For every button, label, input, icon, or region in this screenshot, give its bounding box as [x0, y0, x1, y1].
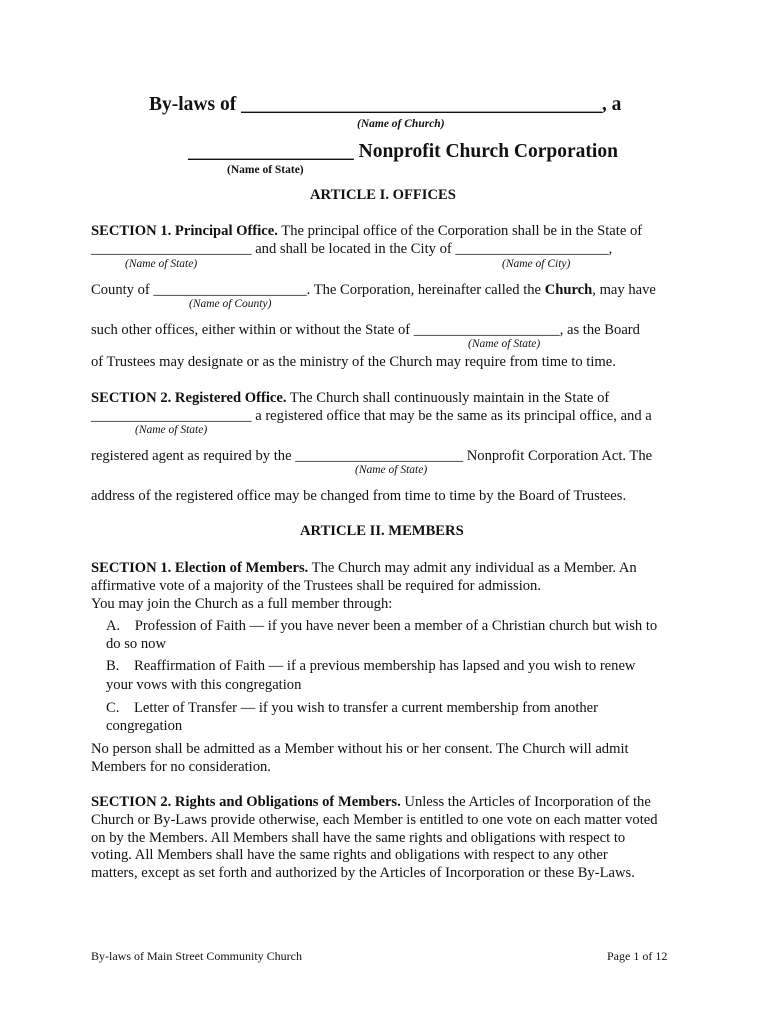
footer-page-number: Page 1 of 12: [607, 949, 668, 963]
a1-s2-line3: registered agent as required by the _______________________ Nonprofit Corporation Act. The: [91, 448, 653, 464]
a1-s1-line4: such other offices, either within or without the State of ____________________, as the Board: [91, 322, 640, 338]
a1-s2-label: SECTION 2. Registered Office.: [91, 390, 287, 406]
a1-s2-line4: address of the registered office may be changed from time to time by the Board of Trustees.: [91, 488, 627, 504]
a2-s1-after2: Members for no consideration.: [91, 759, 271, 775]
caption-name-of-church: (Name of Church): [357, 118, 445, 130]
blank-county: _____________________: [153, 282, 307, 298]
blank-city: _____________________,: [455, 241, 613, 257]
list-item-b-cont: your vows with this congregation: [106, 677, 302, 693]
a2-s2-line3: on by the Members. All Members shall have the same rights and obligations with respect to: [91, 830, 626, 846]
blank-state-4: _______________________: [295, 448, 464, 464]
a2-s2-line1: SECTION 2. Rights and Obligations of Members. Unless the Articles of Incorporation of the: [91, 794, 651, 810]
a2-s2-line4: voting. All Members shall have the same rights and obligations with respect to any other: [91, 847, 608, 863]
caption-state-3: (Name of State): [135, 424, 208, 436]
blank-state: ______________________: [91, 241, 252, 257]
blank-state-2: ____________________: [413, 322, 560, 338]
state-name-blank: _________________: [188, 141, 354, 162]
title-suffix: , a: [601, 94, 622, 115]
corporation-type: Nonprofit Church Corporation: [358, 141, 618, 162]
a1-s2-line1: SECTION 2. Registered Office. The Church shall continuously maintain in the State of: [91, 390, 610, 406]
list-item-c-cont: congregation: [106, 718, 183, 734]
a1-s1-line3: County of _____________________. The Corporation, hereinafter called the Church, may have: [91, 282, 656, 298]
a1-s1-label: SECTION 1. Principal Office.: [91, 223, 278, 239]
footer-document-name: By-laws of Main Street Community Church: [91, 949, 302, 963]
article-2-heading: ARTICLE II. MEMBERS: [300, 523, 464, 539]
a1-s1-line5: of Trustees may designate or as the ministry of the Church may require from time to time.: [91, 354, 616, 370]
caption-state-4: (Name of State): [355, 464, 428, 476]
list-item-a: A. Profession of Faith — if you have never been a member of a Christian church but wish to: [106, 618, 658, 634]
a2-s1-line1: SECTION 1. Election of Members. The Church may admit any individual as a Member. An: [91, 560, 637, 576]
list-item-c: C. Letter of Transfer — if you wish to transfer a current membership from another: [106, 700, 599, 716]
a2-s2-label: SECTION 2. Rights and Obligations of Members.: [91, 794, 401, 810]
title-prefix: By-laws of: [149, 94, 237, 115]
document-title-line2: [188, 141, 618, 163]
church-name-blank: _____________________________________: [241, 94, 602, 115]
caption-state: (Name of State): [125, 258, 198, 270]
a2-s1-line2: affirmative vote of a majority of the Trustees shall be required for admission.: [91, 578, 542, 594]
list-item-b: B. Reaffirmation of Faith — if a previous membership has lapsed and you wish to renew: [106, 658, 636, 674]
a1-s1-line2: ______________________ and shall be located in the City of _____________________,: [91, 241, 613, 257]
caption-county: (Name of County): [189, 298, 272, 310]
a2-s1-after1: No person shall be admitted as a Member without his or her consent. The Church will admit: [91, 741, 629, 757]
article-1-heading: ARTICLE I. OFFICES: [310, 187, 456, 203]
caption-city: (Name of City): [502, 258, 571, 270]
a1-s1-line1: SECTION 1. Principal Office. The principal office of the Corporation shall be in the State of: [91, 223, 643, 239]
a1-s2-line2: ______________________ a registered office that may be the same as its principal office, and a: [91, 408, 652, 424]
list-item-a-cont: do so now: [106, 636, 166, 652]
blank-state-3: ______________________: [91, 408, 252, 424]
a2-s2-line2: Church or By-Laws provide otherwise, each Member is entitled to one vote on each matter voted: [91, 812, 658, 828]
caption-state-2: (Name of State): [468, 338, 541, 350]
a2-s2-line5: matters, except as set forth and authorized by the Articles of Incorporation or these By-Laws.: [91, 865, 635, 881]
a2-s1-label: SECTION 1. Election of Members.: [91, 560, 309, 576]
caption-name-of-state: (Name of State): [227, 164, 304, 176]
document-title-line1: [149, 94, 621, 116]
a2-s1-line3: You may join the Church as a full member through:: [91, 596, 393, 612]
